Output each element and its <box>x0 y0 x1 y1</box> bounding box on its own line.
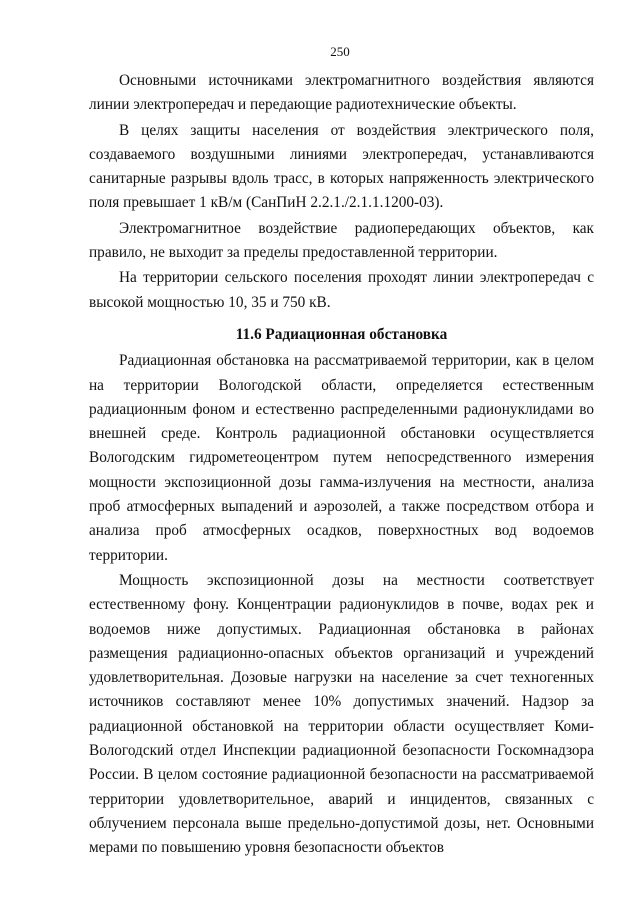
page-number: 250 <box>330 44 350 59</box>
document-body <box>89 69 594 861</box>
paragraph: На территории сельского поселения проходят линии электропередач с высокой мощностью 10, 35 и 750 кВ. <box>89 269 594 311</box>
section-heading: 11.6 Радиационная обстановка <box>235 325 448 343</box>
paragraph: Основными источниками электромагнитного воздействия являются линии электропередач и передающие радиотехнические объекты. <box>89 72 594 114</box>
paragraph: Радиационная обстановка на рассматриваемой территории, как в целом на территории Вологодской области, определяется естественным радиационным фоном и естественно распределенными радионуклидами во внешней среде. Контроль радиационной обстановки осуществляется Вологодским гидрометеоцентром путем непосредственного измерения мощности экспозиционной дозы гамма-излучения на местности, анализа проб атмосферных выпадений и аэрозолей, а также посредством отбора и анализа проб атмосферных осадков, поверхностных вод водоемов территории. <box>89 352 594 564</box>
paragraph: В целях защиты населения от воздействия электрического поля, создаваемого воздушными линиями электропередач, устанавливаются санитарные разрывы вдоль трасс, в которых напряженность электрического поля превышает 1 кВ/м (СанПиН 2.2.1./2.1.1.1200-03). <box>89 121 594 212</box>
paragraph: Мощность экспозиционной дозы на местности соответствует естественному фону. Концентрации радионуклидов в почве, водах рек и водоемов ниже допустимых. Радиационная обстановка в районах размещения радиационно-опасных объектов организаций и учреждений удовлетворительная. Дозовые нагрузки на население за счет техногенных источников составляют менее 10% допустимых значений. Надзор за радиационной обстановкой на территории области осуществляет Коми-Вологодский отдел Инспекции радиационной безопасности Госкомнадзора России. В целом состояние радиационной безопасности на рассматриваемой территории удовлетворительное, аварий и инцидентов, связанных с облучением персонала выше предельно-допустимой дозы, нет. Основными мерами по повышению уровня безопасности объектов <box>89 571 594 857</box>
paragraph: Электромагнитное воздействие радиопередающих объектов, как правило, не выходит за пределы предоставленной территории. <box>89 219 594 262</box>
